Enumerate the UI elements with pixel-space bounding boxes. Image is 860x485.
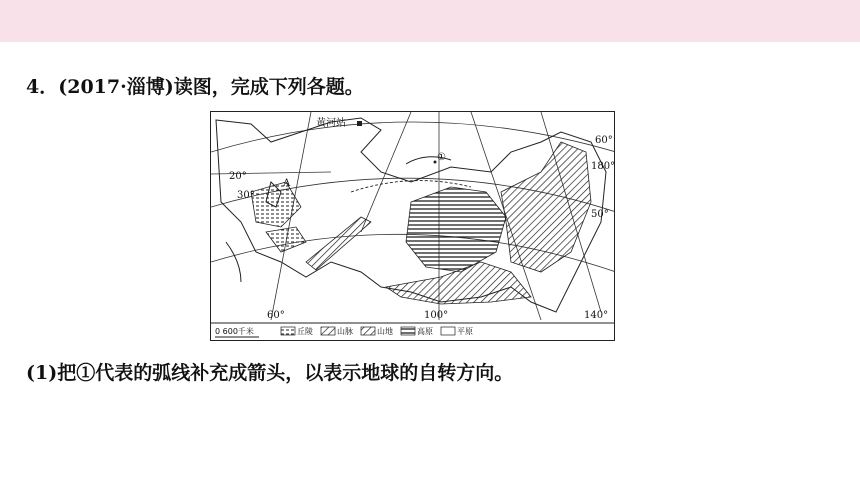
- hills-region: [251, 182, 301, 227]
- lat-label-50: 50°: [591, 209, 609, 220]
- legend-item-plateau: 高原: [417, 327, 433, 336]
- map-svg: [211, 112, 615, 341]
- lon-label-140: 140°: [584, 310, 609, 321]
- legend-swatch-mountain-range: [321, 327, 335, 335]
- legend-item-hills: 丘陵: [297, 327, 313, 336]
- station-marker: [357, 121, 362, 126]
- legend-item-plain: 平原: [457, 327, 473, 336]
- hills-region-2: [266, 227, 306, 252]
- lon-label-180: 180°: [591, 161, 616, 172]
- point-a-label: A: [283, 178, 291, 189]
- subquestion-number: (1): [26, 362, 58, 384]
- question-number: 4．: [26, 76, 59, 98]
- lon-label-100: 100°: [424, 310, 449, 321]
- question-heading: [26, 72, 364, 99]
- subquestion: [26, 358, 513, 385]
- legend-swatch-plateau: [401, 327, 415, 335]
- map-legend: [211, 323, 615, 337]
- legend-swatch-mountain: [361, 327, 375, 335]
- legend-item-mountain: 山地: [377, 327, 393, 336]
- mountain-range: [306, 217, 371, 270]
- subquestion-text: 把①代表的弧线补充成箭头，以表示地球的自转方向。: [57, 362, 514, 384]
- lon-label-30: 30°: [237, 190, 255, 201]
- question-text: 读图，完成下列各题。: [173, 76, 364, 98]
- mountain-region-east: [501, 142, 591, 272]
- plateau-region: [406, 187, 506, 272]
- russia-map-figure: [210, 111, 615, 341]
- legend-swatch-plain: [441, 327, 455, 335]
- legend-swatch-hills: [281, 327, 295, 335]
- station-label: 黄河站: [316, 118, 346, 129]
- legend-scale: 0 600千米: [215, 327, 254, 336]
- lon-label-20: 20°: [229, 171, 247, 182]
- circle-marker-label: ①: [437, 152, 446, 163]
- lon-label-60: 60°: [267, 310, 285, 321]
- lat-label-60: 60°: [595, 135, 613, 146]
- legend-item-mountain-range: 山脉: [337, 327, 353, 336]
- question-source: (2017·淄博): [58, 76, 174, 98]
- header-band: [0, 0, 860, 42]
